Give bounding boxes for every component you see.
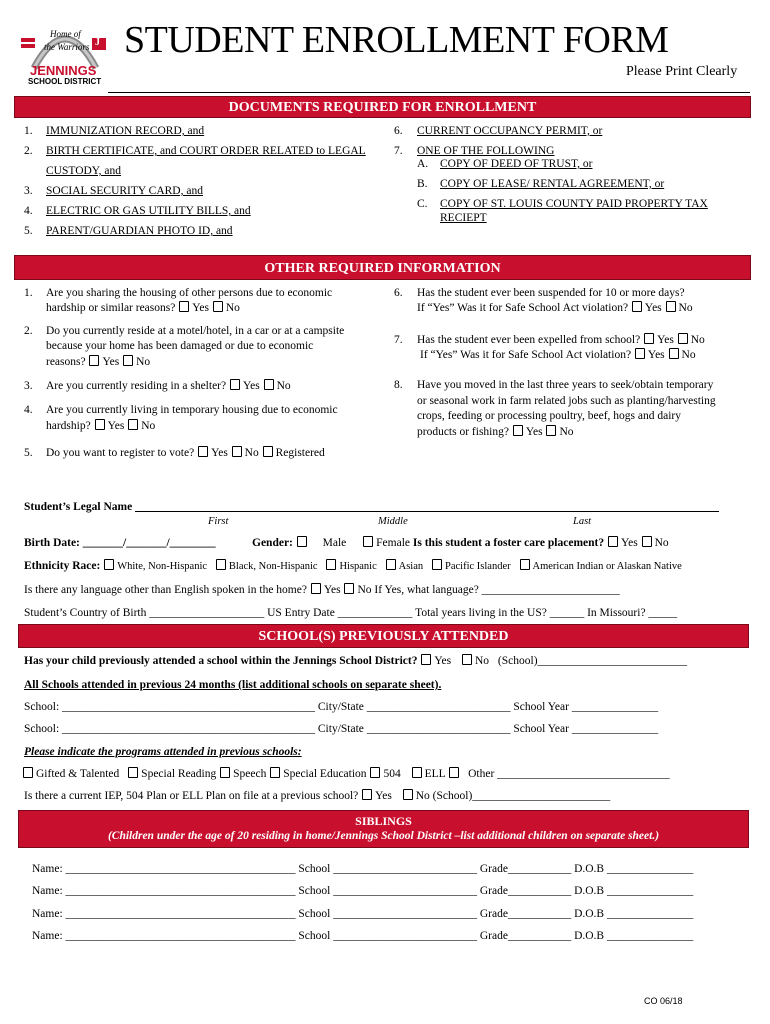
- checkbox-race[interactable]: [520, 559, 530, 570]
- question-2: [46, 355, 150, 369]
- question-1: [46, 301, 240, 315]
- question-text: hardship or similar reasons?: [46, 302, 176, 314]
- ethnicity-label: Ethnicity Race:: [24, 560, 101, 572]
- checkbox-male[interactable]: [297, 536, 307, 547]
- registered-label: Registered: [275, 447, 325, 459]
- checkbox-yes[interactable]: [644, 333, 654, 344]
- yes-label: Yes: [107, 420, 125, 432]
- question-num: 6.: [394, 287, 403, 299]
- question-8: [417, 425, 574, 439]
- doc-item: BIRTH CERTIFICATE, and COURT ORDER RELATED to LEGAL: [46, 145, 366, 157]
- gender-row: [252, 536, 669, 550]
- doc-num: 2.: [24, 145, 33, 157]
- country-of-birth-row[interactable]: Student’s Country of Birth ____________________ US Entry Date _____________ Total years living in the US? ______ In Missouri? _____: [24, 607, 678, 619]
- legal-name-row: [24, 500, 719, 514]
- race-label: White, Non-Hispanic: [117, 561, 208, 572]
- school-row[interactable]: School: ____________________________________________ City/State _________________________ School Year _______________: [24, 723, 659, 735]
- yes-label: Yes: [621, 537, 638, 549]
- question-7b: [420, 348, 696, 362]
- logo-letter: J: [95, 37, 100, 48]
- checkbox-no[interactable]: [213, 301, 223, 312]
- doc-item: CURRENT OCCUPANCY PERMIT, or: [417, 125, 603, 137]
- iep-school-field[interactable]: No (School)________________________: [415, 790, 611, 802]
- doc-num: 6.: [394, 125, 403, 137]
- checkbox-language-yes[interactable]: [311, 583, 321, 594]
- checkbox-no[interactable]: [123, 355, 133, 366]
- question-text: Has the student ever been expelled from school?: [417, 334, 641, 346]
- checkbox-program[interactable]: [370, 767, 380, 778]
- checkbox-race[interactable]: [104, 559, 114, 570]
- doc-sub-letter: C.: [417, 198, 428, 210]
- race-label: American Indian or Alaskan Native: [532, 561, 682, 572]
- checkbox-no[interactable]: [678, 333, 688, 344]
- question-text: If “Yes” Was it for Safe School Act violation?: [417, 302, 629, 314]
- question-text: Has the student ever been suspended for 10 or more days?: [417, 287, 685, 299]
- program-label: Special Reading: [141, 768, 217, 780]
- header-rule: [108, 92, 750, 93]
- checkbox-jennings-yes[interactable]: [421, 654, 431, 665]
- question-text: If “Yes” Was it for Safe School Act violation?: [420, 349, 632, 361]
- no-label: No: [357, 584, 372, 596]
- doc-item: PARENT/GUARDIAN PHOTO ID, and: [46, 225, 233, 237]
- siblings-subheading: (Children under the age of 20 residing in home/Jennings School District –list additional children on separate sheet.): [107, 830, 660, 842]
- sibling-row[interactable]: Name: ________________________________________ School _________________________ Grade___________ D.O.B _______________: [32, 863, 694, 875]
- question-text: because your home has been damaged or due to economic: [46, 340, 314, 352]
- yes-label: Yes: [102, 356, 120, 368]
- section-banner-siblings: [18, 810, 749, 848]
- checkbox-yes[interactable]: [632, 301, 642, 312]
- checkbox-iep-yes[interactable]: [362, 789, 372, 800]
- program-label: Gifted & Talented: [36, 768, 120, 780]
- race-label: Hispanic: [339, 561, 377, 572]
- logo-line2: the Warriors: [44, 42, 90, 52]
- question-num: 4.: [24, 404, 33, 416]
- race-label: Pacific Islander: [445, 561, 511, 572]
- question-7a: [417, 333, 705, 347]
- question-text: Do you want to register to vote?: [46, 447, 195, 459]
- doc-sub-letter: B.: [417, 178, 428, 190]
- language-question: Is there any language other than English spoken in the home?: [24, 584, 307, 596]
- language-which-field[interactable]: If Yes, what language? ________________________: [374, 584, 620, 596]
- male-label: Male: [322, 537, 347, 549]
- programs-row: [22, 767, 670, 781]
- checkbox-no[interactable]: [232, 446, 242, 457]
- doc-num: 7.: [394, 145, 403, 157]
- doc-item: SOCIAL SECURITY CARD, and: [46, 185, 203, 197]
- race-label: Black, Non-Hispanic: [228, 561, 318, 572]
- checkbox-race[interactable]: [386, 559, 396, 570]
- question-num: 1.: [24, 287, 33, 299]
- section-banner-schools: [18, 624, 749, 648]
- yes-label: Yes: [525, 426, 543, 438]
- checkbox-no[interactable]: [264, 379, 274, 390]
- doc-num: 4.: [24, 205, 33, 217]
- checkbox-no[interactable]: [546, 425, 556, 436]
- checkbox-yes[interactable]: [198, 446, 208, 457]
- program-label: ELL: [424, 768, 446, 780]
- no-label: No: [276, 380, 291, 392]
- siblings-heading: SIBLINGS: [355, 814, 412, 828]
- checkbox-foster-no[interactable]: [642, 536, 652, 547]
- question-num: 5.: [24, 447, 33, 459]
- iep-question: Is there a current IEP, 504 Plan or ELL Plan on file at a previous school?: [24, 790, 359, 802]
- checkbox-program[interactable]: [449, 767, 459, 778]
- question-text: crops, feeding or processing poultry, beef, hogs and dairy: [417, 410, 682, 422]
- checkbox-race[interactable]: [216, 559, 226, 570]
- question-text: products or fishing?: [417, 426, 509, 438]
- section-banner-other: [14, 255, 751, 280]
- schools-heading: SCHOOL(S) PREVIOUSLY ATTENDED: [258, 629, 509, 644]
- logo-subname: SCHOOL DISTRICT: [28, 77, 102, 86]
- checkbox-race[interactable]: [326, 559, 336, 570]
- form-code: CO 06/18: [644, 996, 683, 1006]
- gender-label: Gender:: [252, 537, 293, 549]
- checkbox-registered[interactable]: [263, 446, 273, 457]
- doc-num: 5.: [24, 225, 33, 237]
- district-logo: [20, 16, 110, 86]
- yes-label: Yes: [192, 302, 209, 314]
- yes-label: Yes: [242, 380, 260, 392]
- question-text: Are you currently residing in a shelter?: [46, 380, 227, 392]
- legal-name-label: Student’s Legal Name: [24, 501, 133, 513]
- no-label: No: [678, 302, 693, 314]
- jennings-question-row: [24, 654, 687, 668]
- no-label: No: [136, 356, 151, 368]
- question-5: [46, 446, 325, 460]
- documents-heading: DOCUMENTS REQUIRED FOR ENROLLMENT: [228, 100, 537, 115]
- sibling-row[interactable]: Name: ________________________________________ School _________________________ Grade___________ D.O.B _______________: [32, 885, 694, 897]
- program-label: Speech: [233, 768, 267, 780]
- last-name-caption: Last: [573, 516, 592, 527]
- checkbox-no[interactable]: [128, 419, 138, 430]
- question-text: Have you moved in the last three years to seek/obtain temporary: [417, 379, 714, 391]
- program-label: Special Education: [283, 768, 367, 780]
- question-4: [46, 419, 155, 433]
- question-6: [417, 301, 693, 315]
- no-label: No: [654, 537, 669, 549]
- doc-num: 3.: [24, 185, 33, 197]
- checkbox-yes[interactable]: [89, 355, 99, 366]
- doc-sub-letter: A.: [417, 158, 429, 170]
- race-label: Asian: [398, 561, 424, 572]
- middle-name-caption: Middle: [378, 516, 408, 527]
- page-title: STUDENT ENROLLMENT FORM: [124, 19, 669, 61]
- question-3: [46, 379, 291, 393]
- doc-item: ONE OF THE FOLLOWING: [417, 145, 555, 157]
- sibling-row[interactable]: Name: ________________________________________ School _________________________ Grade___________ D.O.B _______________: [32, 908, 694, 920]
- doc-sub-item: COPY OF DEED OF TRUST, or: [440, 158, 593, 170]
- checkbox-female[interactable]: [363, 536, 373, 547]
- section-banner-documents: [14, 96, 751, 118]
- yes-label: Yes: [647, 349, 665, 361]
- checkbox-language-no[interactable]: [344, 583, 354, 594]
- sibling-row[interactable]: Name: ________________________________________ School _________________________ Grade___________ D.O.B _______________: [32, 930, 694, 942]
- question-text: Are you currently living in temporary housing due to economic: [46, 404, 338, 416]
- other-heading: OTHER REQUIRED INFORMATION: [264, 261, 501, 276]
- checkbox-no[interactable]: [669, 348, 679, 359]
- yes-label: Yes: [657, 334, 674, 346]
- ethnicity-row: [24, 559, 682, 574]
- yes-label: Yes: [211, 447, 228, 459]
- logo-line1: Home of: [50, 29, 81, 39]
- checkbox-program[interactable]: [128, 767, 138, 778]
- all-schools-note: All Schools attended in previous 24 months (list additional schools on separate sheet).: [24, 679, 442, 691]
- doc-item: IMMUNIZATION RECORD, and: [46, 125, 205, 137]
- iep-row: [24, 789, 610, 803]
- checkbox-program[interactable]: [23, 767, 33, 778]
- checkbox-no[interactable]: [666, 301, 676, 312]
- question-num: 3.: [24, 380, 33, 392]
- no-label: No: [559, 426, 574, 438]
- yes-label: Yes: [644, 302, 662, 314]
- question-text: Do you currently reside at a motel/hotel, in a car or at a campsite: [46, 325, 345, 337]
- doc-sub-item-cont: RECIEPT: [440, 212, 487, 224]
- question-text: or seasonal work in farm related jobs such as planting/harvesting: [417, 395, 716, 407]
- question-text: Are you sharing the housing of other persons due to economic: [46, 287, 333, 299]
- doc-item: ELECTRIC OR GAS UTILITY BILLS, and: [46, 205, 251, 217]
- doc-item-cont: CUSTODY, and: [46, 165, 121, 177]
- yes-label: Yes: [434, 655, 452, 667]
- no-label: No: [474, 655, 490, 667]
- checkbox-yes[interactable]: [513, 425, 523, 436]
- checkbox-yes[interactable]: [179, 301, 189, 312]
- first-name-caption: First: [208, 516, 229, 527]
- checkbox-yes[interactable]: [635, 348, 645, 359]
- program-other-field[interactable]: Other ______________________________: [468, 768, 670, 780]
- doc-sub-item: COPY OF ST. LOUIS COUNTY PAID PROPERTY TAX: [440, 198, 708, 210]
- checkbox-program[interactable]: [220, 767, 230, 778]
- female-label: Female: [376, 537, 411, 549]
- question-num: 2.: [24, 325, 33, 337]
- jennings-question: Has your child previously attended a school within the Jennings School District?: [24, 655, 418, 667]
- logo-name: JENNINGS: [30, 63, 97, 78]
- checkbox-jennings-no[interactable]: [462, 654, 472, 665]
- foster-question: Is this student a foster care placement?: [412, 537, 605, 549]
- checkbox-yes[interactable]: [95, 419, 105, 430]
- question-text: reasons?: [46, 356, 86, 368]
- no-label: No: [141, 420, 156, 432]
- language-row: [24, 583, 620, 597]
- yes-label: Yes: [323, 584, 341, 596]
- birth-date-field[interactable]: Birth Date: _______/_______/________: [24, 537, 216, 549]
- checkbox-program[interactable]: [270, 767, 280, 778]
- jennings-school-field[interactable]: (School)__________________________: [497, 655, 688, 667]
- checkbox-yes[interactable]: [230, 379, 240, 390]
- no-label: No: [690, 334, 705, 346]
- no-label: No: [244, 447, 259, 459]
- question-num: 8.: [394, 379, 403, 391]
- doc-sub-item: COPY OF LEASE/ RENTAL AGREEMENT, or: [440, 178, 665, 190]
- checkbox-iep-no[interactable]: [403, 789, 413, 800]
- school-row[interactable]: School: ____________________________________________ City/State _________________________ School Year _______________: [24, 701, 659, 713]
- checkbox-race[interactable]: [432, 559, 442, 570]
- programs-heading: Please indicate the programs attended in previous schools:: [24, 746, 302, 758]
- program-label: 504: [383, 768, 401, 780]
- yes-label: Yes: [375, 790, 392, 802]
- checkbox-foster-yes[interactable]: [608, 536, 618, 547]
- legal-name-field[interactable]: [135, 501, 719, 512]
- question-text: hardship?: [46, 420, 91, 432]
- question-num: 7.: [394, 334, 403, 346]
- checkbox-program[interactable]: [412, 767, 422, 778]
- doc-num: 1.: [24, 125, 33, 137]
- no-label: No: [681, 349, 696, 361]
- print-note: Please Print Clearly: [626, 64, 738, 79]
- no-label: No: [225, 302, 240, 314]
